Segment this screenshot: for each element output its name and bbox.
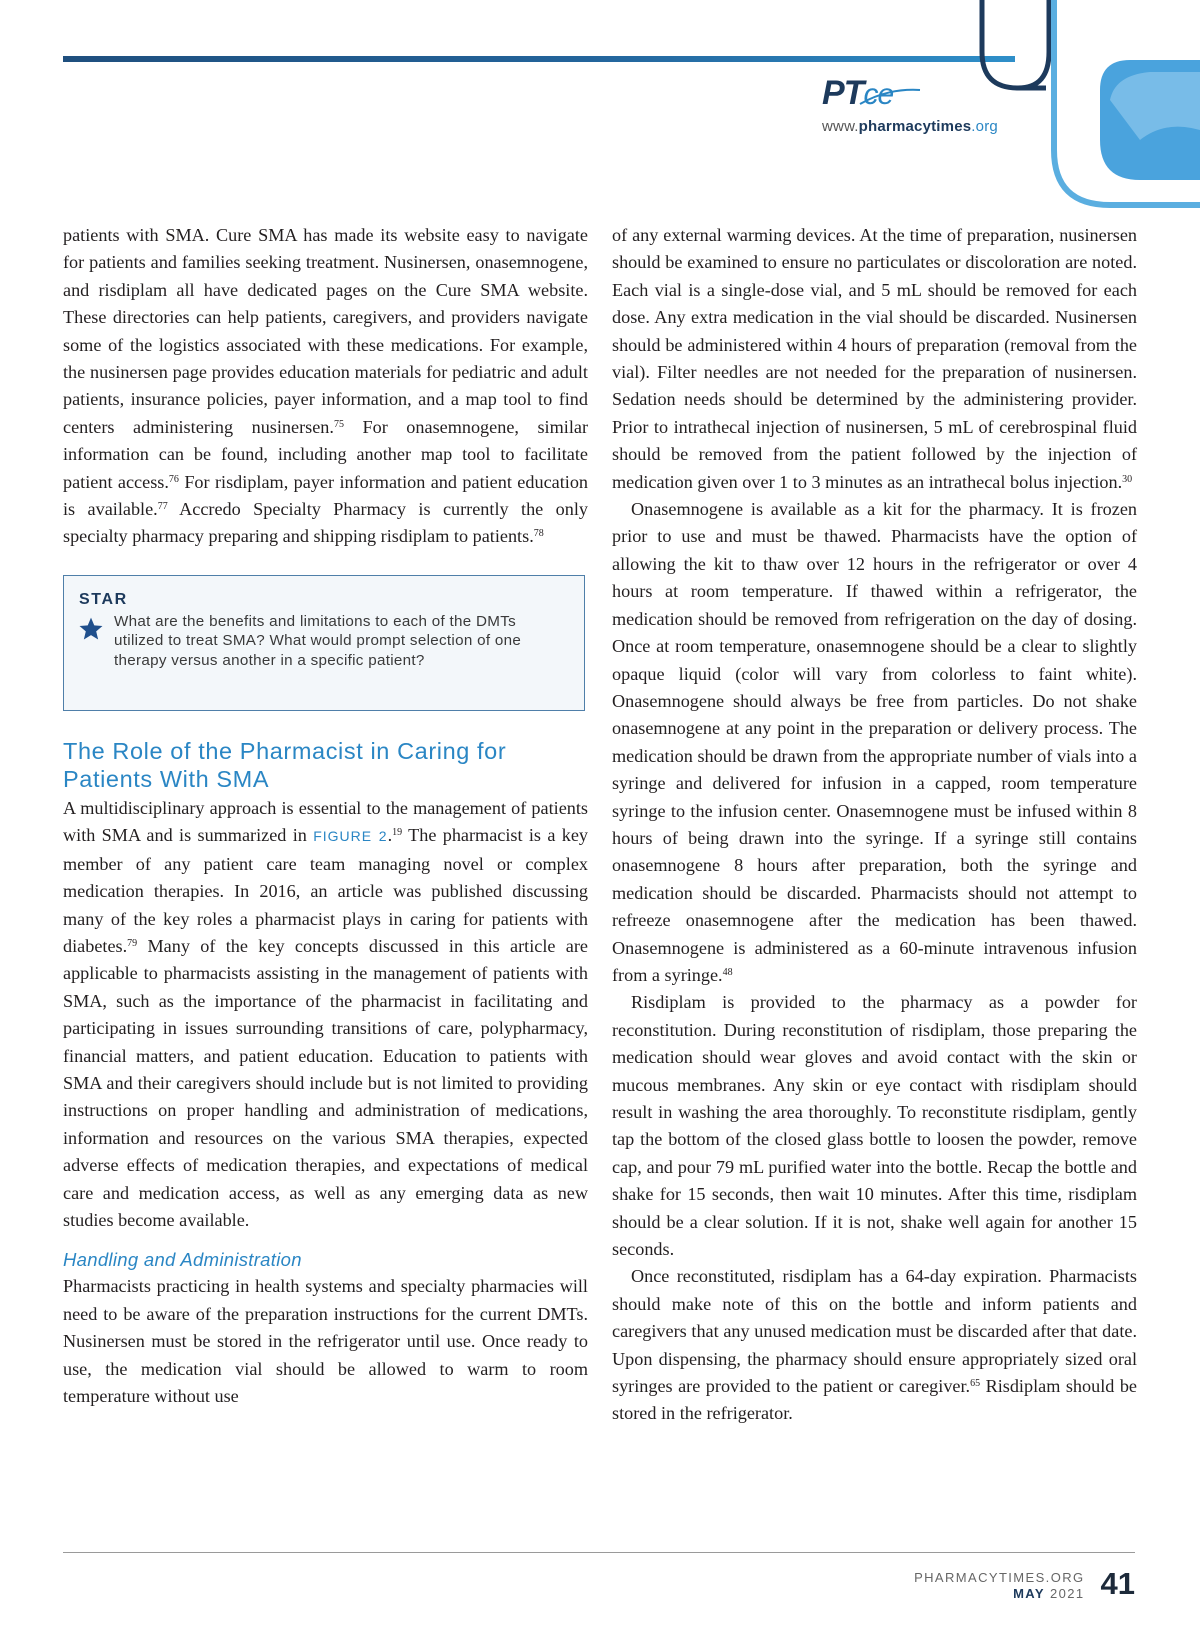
footer-site: PHARMACYTIMES.ORG — [914, 1570, 1085, 1585]
page-number: 41 — [1100, 1566, 1135, 1601]
section-heading: The Role of the Pharmacist in Caring for Patients With SMA — [63, 737, 507, 792]
star-title: STAR — [79, 590, 128, 608]
logo-swoosh-icon — [858, 84, 922, 108]
figure-2-link[interactable]: FIGURE 2 — [313, 828, 388, 845]
star-callout-box — [63, 575, 585, 711]
header-rule — [63, 56, 1015, 62]
ptce-logo[interactable] — [822, 76, 998, 135]
right-column — [612, 222, 1137, 1428]
footer-meta — [914, 1570, 1084, 1602]
page-footer — [914, 1566, 1135, 1602]
body-paragraph: Onasemnogene is available as a kit for the pharmacy. It is frozen prior to use and must be thawed. Pharmacists have the option of allowing the kit to thaw over 12 hours in the refrigerator or over 4 hours at room temperature. If thawed within a refrigerator, the medication should be removed from refrigeration on the day of dosing. Once at room temperature, onasemnogene should be a clear to slightly opaque liquid (color will vary from colorless to faint white). Onasemnogene should always be free from particles. Do not shake onasemnogene at any point in the preparation or delivery process. The medication should be drawn from the appropriate number of vials into a syringe and delivered for infusion in a capped, room temperature syringe to the infusion center. Onasemnogene must be infused within 8 hours of being drawn into the syringe. If a syringe still contains onasemnogene 8 hours after preparation, both the syringe and medication should be discarded. Pharmacists should not attempt to refreeze onasemnogene after the medication has been thawed. Onasemnogene is administered as a 60-minute intravenous infusion from a syringe.$^{48}$ — [612, 499, 1137, 985]
footer-rule — [63, 1552, 1135, 1553]
body-paragraph: Once reconstituted, risdiplam has a 64-day expiration. Pharmacists should make note of this on the bottle and inform patients and caregivers that any unused medication must be discarded after that date. Upon dispensing, the pharmacy should ensure appropriately sized oral syringes are provided to the patient or caregiver.$^{65}$ Risdiplam should be stored in the refrigerator. — [612, 1266, 1138, 1424]
body-paragraph: Pharmacists practicing in health systems and specialty pharmacies will need to be aware of the preparation instructions for the current DMTs. Nusinersen must be stored in the refrigerator until use. Once ready to use, the medication vial should be allowed to warm to room temperature without use — [63, 1276, 588, 1406]
left-column — [63, 222, 588, 1410]
logo-mark: PTce — [822, 76, 998, 112]
footer-date: MAY 2021 — [1013, 1586, 1085, 1601]
body-paragraph: A multidisciplinary approach is essential to the management of patients with SMA and is summarized in FIGURE 2.19 The pharmacist is a key member of any patient care team managing novel or complex medication therapies. In 2016, an article was published discussing many of the key roles a pharmacist plays in caring for patients with diabetes.$^{79}$ Many of the key concepts discussed in this article are applicable to pharmacists assisting in the management of patients with SMA, such as the importance of the pharmacist in facilitating and participating in issues surrounding transitions of care, polypharmacy, financial matters, and patient education. Education to patients with SMA and their caregivers should include but is not limited to providing instructions on proper handling and administration of medications, information and resources on the various SMA therapies, expected adverse effects of medication therapies, and expectations of medical care and medication access, as well as any emerging data as new studies become available. — [63, 797, 588, 1230]
star-question: What are the benefits and limitations to each of the DMTs utilized to treat SMA? What would prompt selection of one therapy versus another in a specific patient? — [114, 612, 522, 669]
body-paragraph: Risdiplam is provided to the pharmacy as a powder for reconstitution. During reconstitution of risdiplam, those preparing the medication should wear gloves and avoid contact with the skin or mucous membranes. Any skin or eye contact with risdiplam should result in washing the area thoroughly. To reconstitute risdiplam, gently tap the bottom of the closed glass bottle to loosen the powder, remove cap, and pour 79 mL purified water into the bottle. Recap the bottle and shake for 15 seconds, then wait 10 minutes. After this time, risdiplam should be a clear solution. If it is not, shake well again for another 15 seconds. — [612, 992, 1137, 1260]
body-paragraph: patients with SMA. Cure SMA has made its website easy to navigate for patients and families seeking treatment. Nusinersen, onasemnogene, and risdiplam all have dedicated pages on the Cure SMA website. These directories can help patients, caregivers, and providers navigate some of the logistics associated with these medications. For example, the nusinersen page provides education materials for pediatric and adult patients, insurance policies, payer information, and a map tool to find centers administering nusinersen.$^{75}$ For onasemnogene, similar information can be found, including another map tool to facilitate patient access.$^{76}$ For risdiplam, payer information and patient education is available.$^{77}$ Accredo Specialty Pharmacy is currently the only specialty pharmacy preparing and shipping risdiplam to patients.$^{78}$ — [63, 225, 589, 547]
subheading: Handling and Administration — [63, 1249, 302, 1271]
body-paragraph: of any external warming devices. At the time of preparation, nusinersen should be examined to ensure no particulates or discoloration are noted. Each vial is a single-dose vial, and 5 mL should be removed for each dose. Any extra medication in the vial should be discarded. Nusinersen should be administered within 4 hours of preparation (removal from the vial). Filter needles are not needed for the preparation of nusinersen. Sedation needs should be determined by the administering provider. Prior to intrathecal injection of nusinersen, 5 mL of cerebrospinal fluid should be removed from the patient followed by the injection of medication given over 1 to 3 minutes as an intrathecal bolus injection.$^{30}$ — [612, 225, 1137, 492]
logo-url: www.pharmacytimes.org — [822, 118, 998, 135]
star-icon — [78, 616, 104, 642]
